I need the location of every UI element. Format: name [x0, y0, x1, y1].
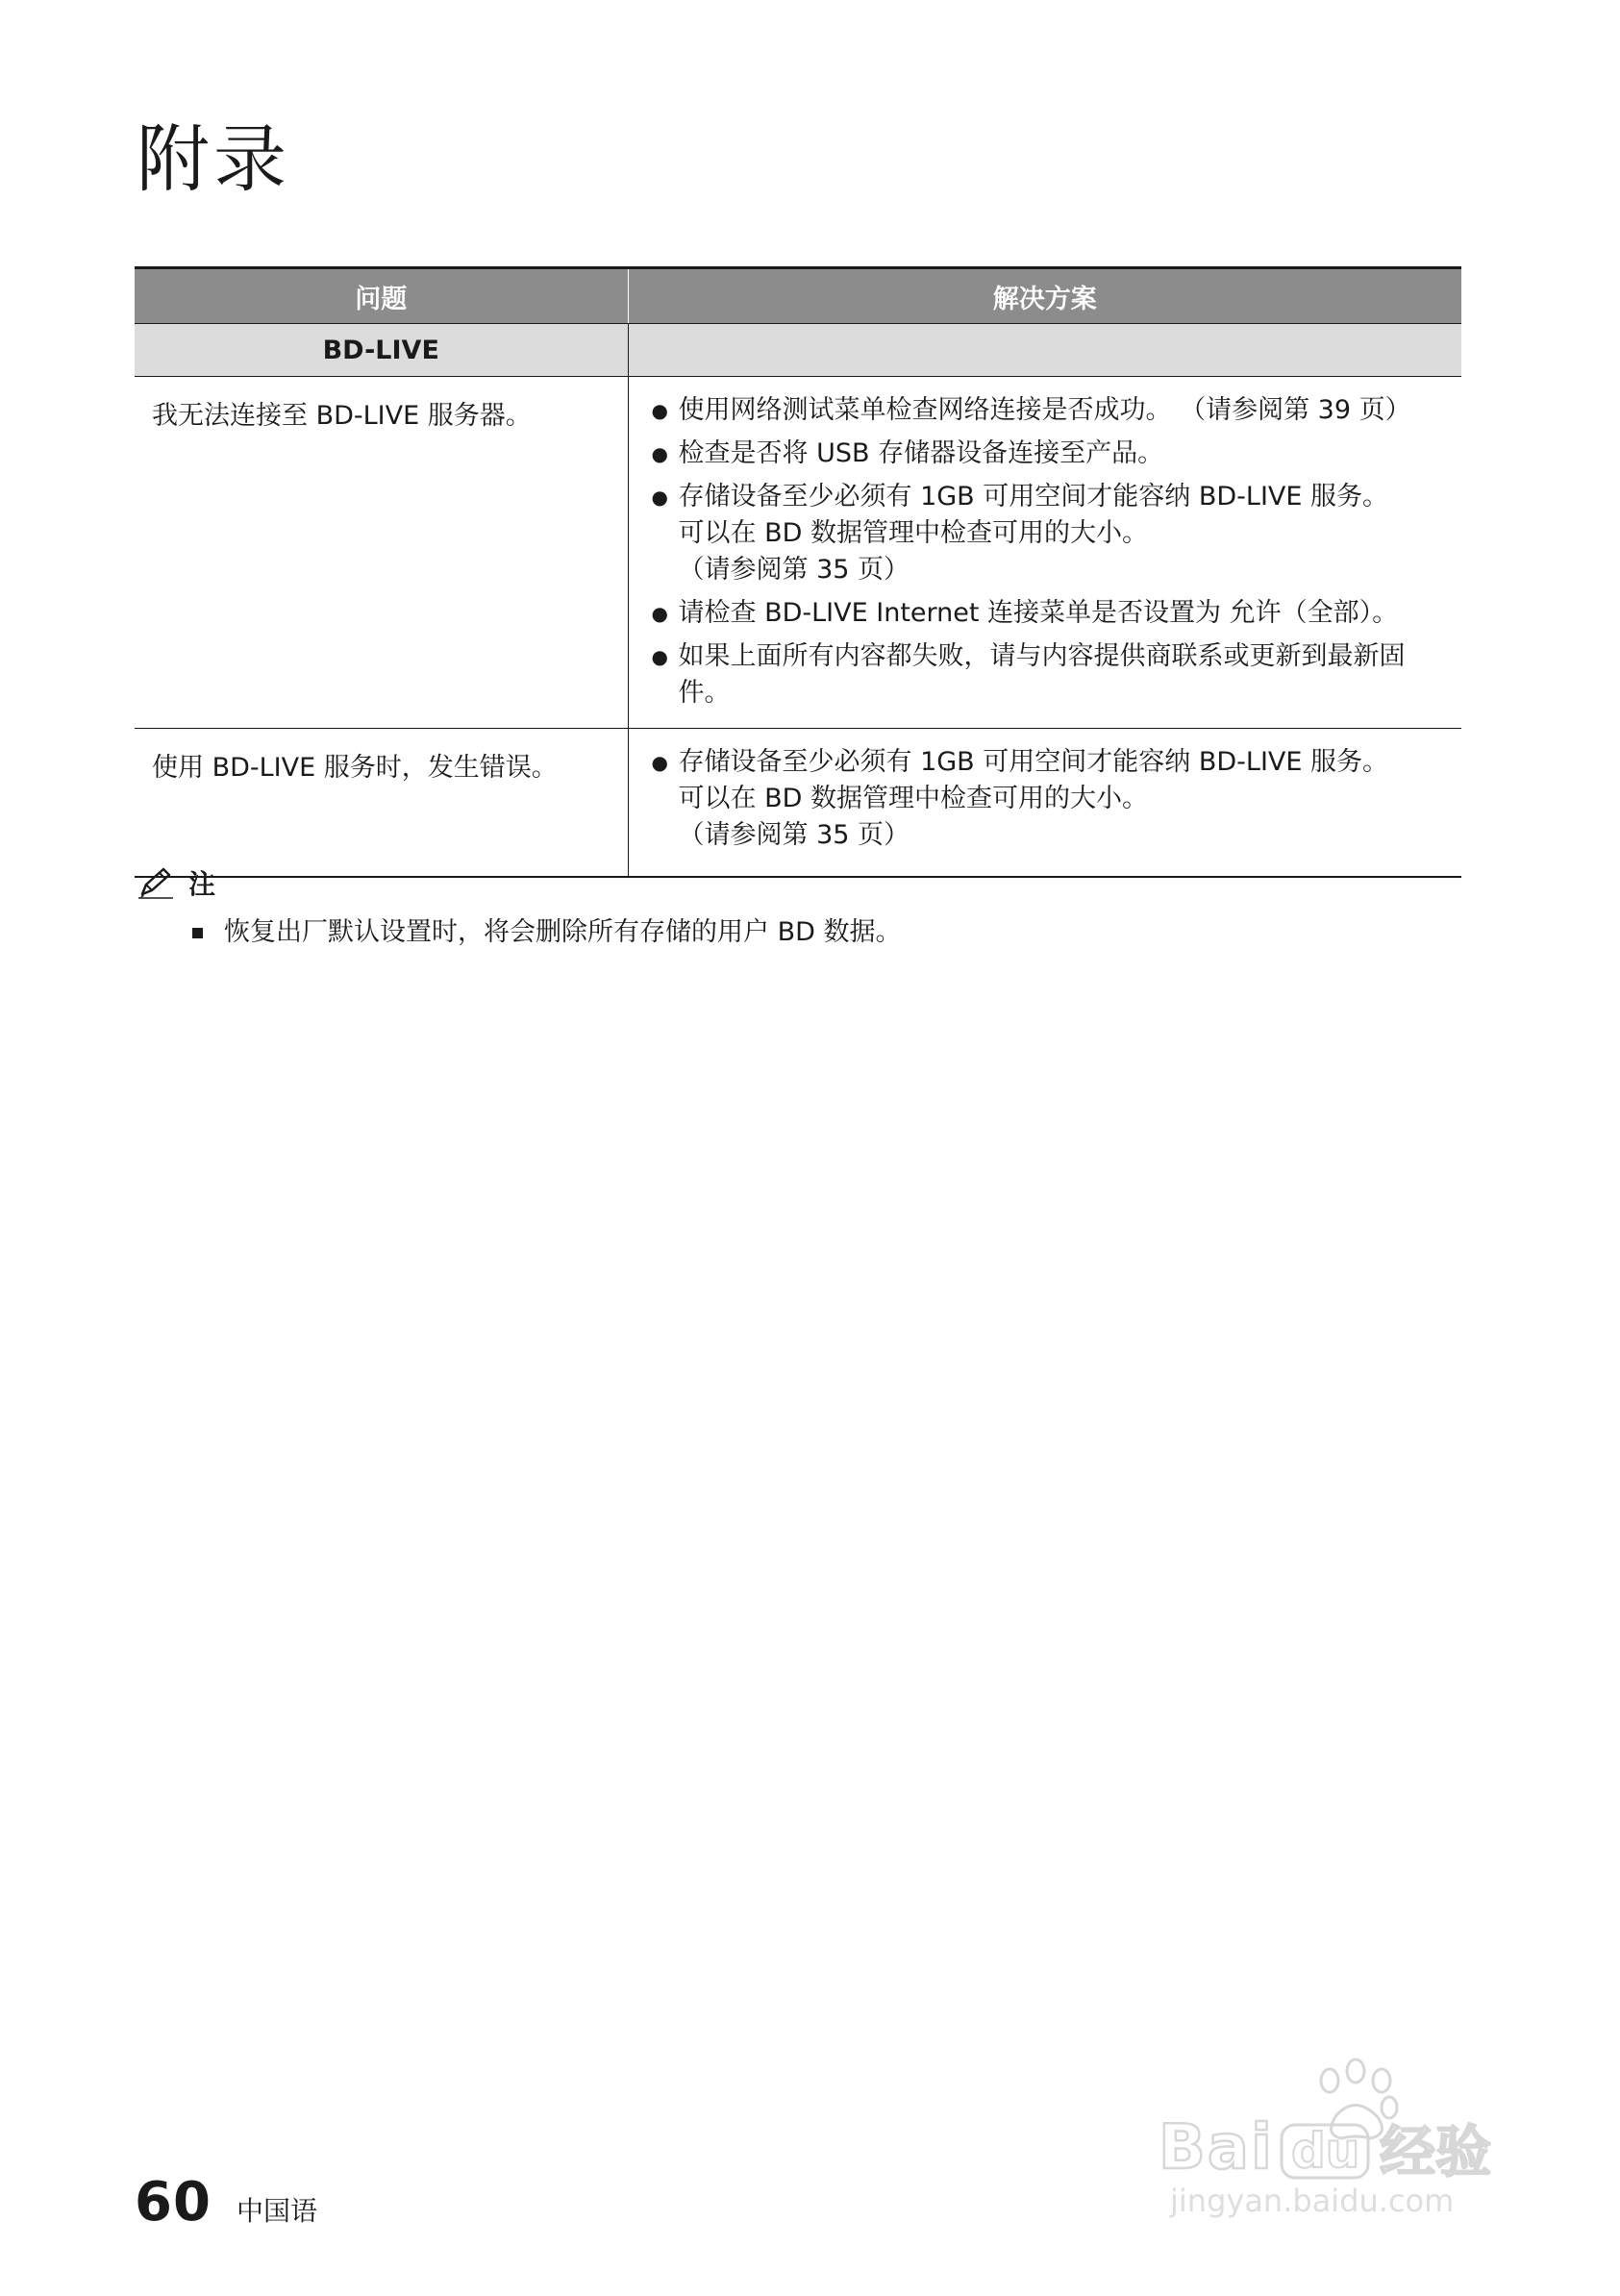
solution-text: 可以在 BD 数据管理中检查可用的大小。 — [678, 784, 1148, 813]
bullet-icon: ● — [651, 602, 668, 625]
page-footer — [135, 2171, 317, 2234]
category-row — [135, 324, 1461, 377]
solution-text: 检查是否将 USB 存储器设备连接至产品。 — [678, 438, 1164, 468]
svg-text:Bai: Bai — [1159, 2112, 1274, 2184]
solution-text: 使用网络测试菜单检查网络连接是否成功。 （请参阅第 39 页） — [678, 395, 1411, 425]
category-empty-cell — [628, 324, 1461, 377]
square-bullet-icon — [192, 928, 203, 938]
bullet-icon: ● — [651, 442, 668, 465]
page-language: 中国语 — [236, 2195, 317, 2227]
pencil-note-icon — [137, 865, 175, 900]
solution-item — [652, 392, 1453, 429]
table-header-row — [135, 268, 1461, 324]
bullet-icon: ● — [651, 486, 668, 509]
watermark-url: jingyan.baidu.com — [1170, 2183, 1455, 2219]
svg-text:du: du — [1291, 2123, 1360, 2179]
solution-text: 可以在 BD 数据管理中检查可用的大小。 — [678, 518, 1148, 548]
bullet-icon: ● — [651, 751, 668, 774]
solution-text: （请参阅第 35 页） — [678, 820, 910, 850]
solution-cell — [628, 377, 1461, 729]
note-block — [137, 863, 901, 952]
note-header — [137, 863, 901, 902]
bullet-icon: ● — [651, 399, 668, 422]
solution-list — [652, 392, 1453, 711]
solution-item — [652, 744, 1453, 854]
note-item — [192, 913, 901, 952]
solution-item — [652, 638, 1453, 711]
solution-list — [652, 744, 1453, 854]
note-text: 恢复出厂默认设置时，将会删除所有存储的用户 BD 数据。 — [224, 917, 902, 947]
solution-text: 存储设备至少必须有 1GB 可用空间才能容纳 BD-LIVE 服务。 — [678, 482, 1389, 512]
svg-text:经验: 经验 — [1380, 2119, 1492, 2184]
bullet-icon: ● — [651, 645, 668, 668]
problem-cell: 我无法连接至 BD-LIVE 服务器。 — [135, 377, 628, 729]
problem-cell: 使用 BD-LIVE 服务时，发生错误。 — [135, 729, 628, 877]
table-row — [135, 729, 1461, 877]
baidu-jingyan-watermark — [1159, 2058, 1533, 2226]
column-header-solution: 解决方案 — [628, 268, 1461, 324]
solution-text: 存储设备至少必须有 1GB 可用空间才能容纳 BD-LIVE 服务。 — [678, 747, 1389, 777]
solution-text: 如果上面所有内容都失败，请与内容提供商联系或更新到最新固件。 — [678, 641, 1406, 708]
table-row — [135, 377, 1461, 729]
solution-text: （请参阅第 35 页） — [678, 555, 910, 585]
solution-text: 请检查 BD-LIVE Internet 连接菜单是否设置为 允许（全部）。 — [678, 598, 1399, 628]
page-number: 60 — [135, 2171, 212, 2234]
category-name: BD-LIVE — [135, 324, 628, 377]
page-title: 附录 — [137, 116, 290, 202]
note-label: 注 — [188, 868, 216, 900]
solution-item — [652, 436, 1453, 472]
solution-item — [652, 479, 1453, 588]
solution-cell — [628, 729, 1461, 877]
solution-item — [652, 595, 1453, 632]
column-header-problem: 问题 — [135, 268, 628, 324]
troubleshooting-table — [135, 266, 1461, 878]
